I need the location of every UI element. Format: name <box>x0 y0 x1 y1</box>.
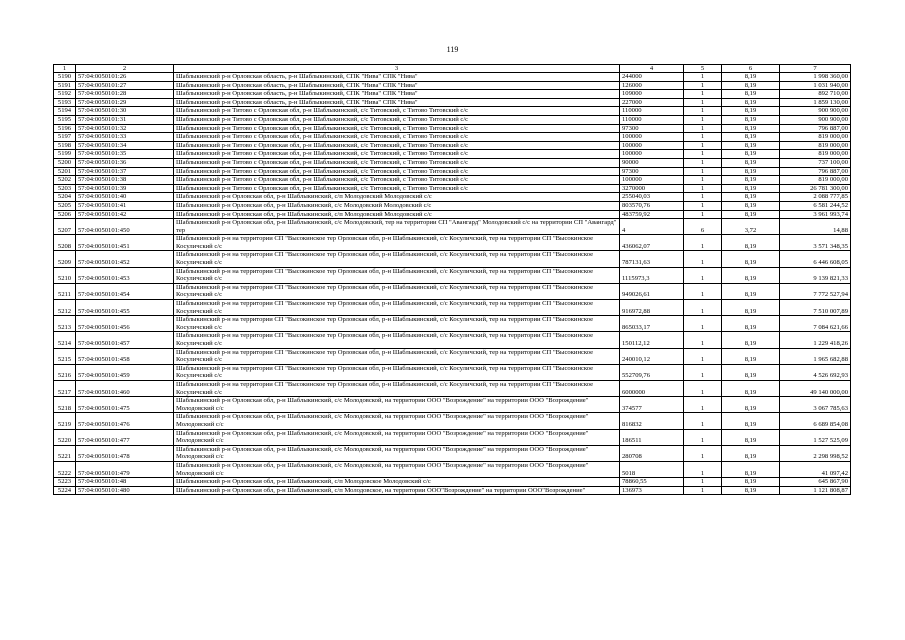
cadastral-number-cell: 57:04:0050101:475 <box>76 397 174 413</box>
table-row <box>54 107 851 116</box>
row-number-cell: 5219 <box>54 413 76 429</box>
cadastral-number-cell: 57:04:0050101:42 <box>76 210 174 219</box>
table-row <box>54 235 851 251</box>
row-number-cell: 5205 <box>54 201 76 210</box>
table-row <box>54 124 851 133</box>
row-number-cell: 5195 <box>54 115 76 124</box>
table-body <box>54 73 851 495</box>
row-number-cell: 5222 <box>54 461 76 477</box>
group-number-cell: 6 <box>684 219 722 235</box>
cadastral-value-cell: 1 229 418,26 <box>780 332 851 348</box>
cadastral-value-cell: 819 000,00 <box>780 141 851 150</box>
cadastral-value-cell: 892 710,00 <box>780 90 851 99</box>
group-number-cell: 1 <box>684 283 722 299</box>
cadastral-number-cell: 57:04:0050101:48 <box>76 478 174 487</box>
cadastral-value-cell: 819 000,00 <box>780 176 851 185</box>
area-cell: 110000 <box>620 107 684 116</box>
group-number-cell: 1 <box>684 332 722 348</box>
row-number-cell: 5196 <box>54 124 76 133</box>
cadastral-value-cell: 1 121 808,87 <box>780 486 851 495</box>
specific-value-cell: 8,19 <box>722 461 780 477</box>
row-number-cell: 5204 <box>54 193 76 202</box>
cadastral-number-cell: 57:04:0050101:31 <box>76 115 174 124</box>
area-cell: 126000 <box>620 81 684 90</box>
address-cell: Шаблыкинский р-н Орловская область, р-н Шаблыкинский, СПК "Нива" СПК "Нива" <box>174 73 620 82</box>
specific-value-cell: 8,19 <box>722 283 780 299</box>
area-cell: 374577 <box>620 397 684 413</box>
cadastral-number-cell: 57:04:0050101:37 <box>76 167 174 176</box>
cadastral-number-cell: 57:04:0050101:460 <box>76 380 174 396</box>
column-header: 7 <box>780 65 851 73</box>
cadastral-number-cell: 57:04:0050101:33 <box>76 133 174 142</box>
cadastral-value-cell: 9 139 821,33 <box>780 267 851 283</box>
specific-value-cell: 8,19 <box>722 193 780 202</box>
cadastral-value-cell: 41 097,42 <box>780 461 851 477</box>
area-cell: 186511 <box>620 429 684 445</box>
group-number-cell: 1 <box>684 124 722 133</box>
cadastral-number-cell: 57:04:0050101:40 <box>76 193 174 202</box>
address-cell: Шаблыкинский р-н на территории СП "Высокинское тер Орловская обл, р-н Шаблыкинский, с/с Косуличский, тер на территории СП "Высокинское Косуличский с/с <box>174 251 620 267</box>
row-number-cell: 5199 <box>54 150 76 159</box>
row-number-cell: 5213 <box>54 316 76 332</box>
group-number-cell: 1 <box>684 98 722 107</box>
table-row <box>54 251 851 267</box>
cadastral-number-cell: 57:04:0050101:32 <box>76 124 174 133</box>
cadastral-number-cell: 57:04:0050101:455 <box>76 300 174 316</box>
cadastral-number-cell: 57:04:0050101:27 <box>76 81 174 90</box>
group-number-cell: 1 <box>684 478 722 487</box>
group-number-cell: 1 <box>684 184 722 193</box>
row-number-cell: 5206 <box>54 210 76 219</box>
cadastral-value-cell: 3 067 785,63 <box>780 397 851 413</box>
address-cell: Шаблыкинский р-н Орловская область, р-н Шаблыкинский, СПК "Нива" СПК "Нива" <box>174 90 620 99</box>
cadastral-number-cell: 57:04:0050101:478 <box>76 445 174 461</box>
row-number-cell: 5211 <box>54 283 76 299</box>
area-cell: 483759,92 <box>620 210 684 219</box>
address-cell: Шаблыкинский р-н на территории СП "Высокинское тер Орловская обл, р-н Шаблыкинский, с/с Косуличский, тер на территории СП "Высокинское Косуличский с/с <box>174 267 620 283</box>
specific-value-cell: 8,19 <box>722 300 780 316</box>
address-cell: Шаблыкинский р-н на территории СП "Высокинское тер Орловская обл, р-н Шаблыкинский, с/с Косуличский, тер на территории СП "Высокинское Косуличский с/с <box>174 300 620 316</box>
table-row <box>54 364 851 380</box>
specific-value-cell: 8,19 <box>722 167 780 176</box>
group-number-cell: 1 <box>684 210 722 219</box>
address-cell: Шаблыкинский р-н на территории СП "Высокинское тер Орловская обл, р-н Шаблыкинский, с/с Косуличский, тер на территории СП "Высокинское Косуличский с/с <box>174 348 620 364</box>
group-number-cell: 1 <box>684 158 722 167</box>
area-cell: 280708 <box>620 445 684 461</box>
table-row <box>54 267 851 283</box>
cadastral-value-cell: 2 298 998,52 <box>780 445 851 461</box>
specific-value-cell: 8,19 <box>722 397 780 413</box>
area-cell: 4 <box>620 219 684 235</box>
group-number-cell: 1 <box>684 429 722 445</box>
address-cell: Шаблыкинский р-н Титово с Орловская обл, р-н Шаблыкинский, с/с Титовский, с Титово Титовский с/с <box>174 115 620 124</box>
row-number-cell: 5198 <box>54 141 76 150</box>
specific-value-cell: 8,19 <box>722 107 780 116</box>
table-row <box>54 115 851 124</box>
area-cell: 100000 <box>620 150 684 159</box>
area-cell: 109000 <box>620 90 684 99</box>
table-row <box>54 81 851 90</box>
specific-value-cell: 8,19 <box>722 81 780 90</box>
column-header: 1 <box>54 65 76 73</box>
address-cell: Шаблыкинский р-н на территории СП "Высокинское тер Орловская обл, р-н Шаблыкинский, с/с Косуличский, тер на территории СП "Высокинское Косуличский с/с <box>174 235 620 251</box>
row-number-cell: 5203 <box>54 184 76 193</box>
address-cell: Шаблыкинский р-н на территории СП "Высокинское тер Орловская обл, р-н Шаблыкинский, с/с Косуличский, тер на территории СП "Высокинское Косуличский с/с <box>174 364 620 380</box>
area-cell: 552709,76 <box>620 364 684 380</box>
specific-value-cell: 8,19 <box>722 413 780 429</box>
table-row <box>54 210 851 219</box>
table-row <box>54 445 851 461</box>
row-number-cell: 5209 <box>54 251 76 267</box>
group-number-cell: 1 <box>684 150 722 159</box>
cadastral-number-cell: 57:04:0050101:29 <box>76 98 174 107</box>
row-number-cell: 5212 <box>54 300 76 316</box>
area-cell: 136973 <box>620 486 684 495</box>
column-header: 2 <box>76 65 174 73</box>
address-cell: Шаблыкинский р-н Орловская обл, р-н Шаблыкинский, с/с Молодовской, на территории ООО "Возрождение" на территории ООО "Возрождение" Молодовский с/с <box>174 397 620 413</box>
specific-value-cell: 8,19 <box>722 251 780 267</box>
specific-value-cell: 8,19 <box>722 235 780 251</box>
table-row <box>54 219 851 235</box>
row-number-cell: 5215 <box>54 348 76 364</box>
group-number-cell: 1 <box>684 251 722 267</box>
row-number-cell: 5190 <box>54 73 76 82</box>
table-row <box>54 486 851 495</box>
area-cell: 787131,63 <box>620 251 684 267</box>
cadastral-number-cell: 57:04:0050101:451 <box>76 235 174 251</box>
row-number-cell: 5220 <box>54 429 76 445</box>
table-row <box>54 158 851 167</box>
area-cell: 3270000 <box>620 184 684 193</box>
address-cell: Шаблыкинский р-н Орловская обл, р-н Шаблыкинский, с/п Молодовский Молодовский с/с <box>174 210 620 219</box>
cadastral-value-cell: 3 961 993,74 <box>780 210 851 219</box>
group-number-cell: 1 <box>684 141 722 150</box>
group-number-cell: 1 <box>684 316 722 332</box>
cadastral-value-cell: 6 689 854,08 <box>780 413 851 429</box>
cadastral-value-cell: 796 887,00 <box>780 124 851 133</box>
page-number: 119 <box>446 45 459 54</box>
area-cell: 150112,12 <box>620 332 684 348</box>
specific-value-cell: 8,19 <box>722 210 780 219</box>
cadastral-number-cell: 57:04:0050101:450 <box>76 219 174 235</box>
row-number-cell: 5224 <box>54 486 76 495</box>
area-cell: 6000000 <box>620 380 684 396</box>
row-number-cell: 5218 <box>54 397 76 413</box>
area-cell: 97300 <box>620 124 684 133</box>
cadastral-number-cell: 57:04:0050101:458 <box>76 348 174 364</box>
specific-value-cell: 8,19 <box>722 115 780 124</box>
column-header: 4 <box>620 65 684 73</box>
address-cell: Шаблыкинский р-н Орловская область, р-н Шаблыкинский, СПК "Нива" СПК "Нива" <box>174 98 620 107</box>
area-cell: 100000 <box>620 176 684 185</box>
area-cell: 865033,17 <box>620 316 684 332</box>
specific-value-cell: 8,19 <box>722 332 780 348</box>
table-row <box>54 429 851 445</box>
address-cell: Шаблыкинский р-н Титово с Орловская обл, р-н Шаблыкинский, с/с Титовский, с Титово Титовский с/с <box>174 150 620 159</box>
area-cell: 244000 <box>620 73 684 82</box>
address-cell: Шаблыкинский р-н Орловская обл, р-н Шаблыкинский, с/с Молодовский, тер на территории СП "Авангард" Молодовский с/с на территории СП "Авангард" тер <box>174 219 620 235</box>
area-cell: 1115973,3 <box>620 267 684 283</box>
group-number-cell: 1 <box>684 300 722 316</box>
address-cell: Шаблыкинский р-н на территории СП "Высокинское тер Орловская обл, р-н Шаблыкинский, с/с Косуличский, тер на территории СП "Высокинское Косуличский с/с <box>174 316 620 332</box>
address-cell: Шаблыкинский р-н на территории СП "Высокинское тер Орловская обл, р-н Шаблыкинский, с/с Косуличский, тер на территории СП "Высокинское Косуличский с/с <box>174 283 620 299</box>
area-cell: 227000 <box>620 98 684 107</box>
group-number-cell: 1 <box>684 115 722 124</box>
address-cell: Шаблыкинский р-н Орловская обл, р-н Шаблыкинский, с/с Молодовской, на территории ООО "Возрождение" на территории ООО "Возрождение" Молодовский с/с <box>174 413 620 429</box>
cadastral-value-cell: 7 772 527,94 <box>780 283 851 299</box>
cadastral-number-cell: 57:04:0050101:453 <box>76 267 174 283</box>
specific-value-cell: 8,19 <box>722 184 780 193</box>
area-cell: 97300 <box>620 167 684 176</box>
group-number-cell: 1 <box>684 364 722 380</box>
group-number-cell: 1 <box>684 413 722 429</box>
area-cell: 816832 <box>620 413 684 429</box>
specific-value-cell: 8,19 <box>722 486 780 495</box>
address-cell: Шаблыкинский р-н Орловская обл, р-н Шаблыкинский, с/с Молодовской, на территории ООО "Возрождение" на территории ООО "Возрождение" Молодовский с/с <box>174 429 620 445</box>
cadastral-value-cell: 1 527 525,09 <box>780 429 851 445</box>
cadastral-number-cell: 57:04:0050101:480 <box>76 486 174 495</box>
cadastral-value-cell: 796 887,00 <box>780 167 851 176</box>
cadastral-number-cell: 57:04:0050101:41 <box>76 201 174 210</box>
row-number-cell: 5210 <box>54 267 76 283</box>
specific-value-cell: 8,19 <box>722 73 780 82</box>
row-number-cell: 5214 <box>54 332 76 348</box>
area-cell: 916972,88 <box>620 300 684 316</box>
specific-value-cell: 8,19 <box>722 176 780 185</box>
cadastral-number-cell: 57:04:0050101:477 <box>76 429 174 445</box>
cadastral-value-table <box>53 64 851 495</box>
row-number-cell: 5217 <box>54 380 76 396</box>
specific-value-cell: 8,19 <box>722 124 780 133</box>
cadastral-value-cell: 1 998 360,00 <box>780 73 851 82</box>
cadastral-value-cell: 26 781 300,00 <box>780 184 851 193</box>
group-number-cell: 1 <box>684 445 722 461</box>
cadastral-value-cell: 14,88 <box>780 219 851 235</box>
row-number-cell: 5193 <box>54 98 76 107</box>
address-cell: Шаблыкинский р-н на территории СП "Высокинское тер Орловская обл, р-н Шаблыкинский, с/с Косуличский, тер на территории СП "Высокинское Косуличский с/с <box>174 332 620 348</box>
group-number-cell: 1 <box>684 397 722 413</box>
area-cell: 949026,61 <box>620 283 684 299</box>
table-row <box>54 478 851 487</box>
table-row <box>54 348 851 364</box>
area-cell: 110000 <box>620 115 684 124</box>
table-row <box>54 283 851 299</box>
group-number-cell: 1 <box>684 107 722 116</box>
column-header: 5 <box>684 65 722 73</box>
cadastral-value-cell: 6 581 244,52 <box>780 201 851 210</box>
group-number-cell: 1 <box>684 73 722 82</box>
table-row <box>54 150 851 159</box>
specific-value-cell: 8,19 <box>722 364 780 380</box>
address-cell: Шаблыкинский р-н Титово с Орловская обл, р-н Шаблыкинский, с/с Титовский, с Титово Титовский с/с <box>174 184 620 193</box>
area-cell: 5018 <box>620 461 684 477</box>
group-number-cell: 1 <box>684 348 722 364</box>
table-row <box>54 316 851 332</box>
specific-value-cell: 8,19 <box>722 380 780 396</box>
cadastral-number-cell: 57:04:0050101:454 <box>76 283 174 299</box>
address-cell: Шаблыкинский р-н Орловская обл, р-н Шаблыкинский, с/п Молодовское Молодовский с/с <box>174 478 620 487</box>
cadastral-value-cell: 3 571 348,35 <box>780 235 851 251</box>
group-number-cell: 1 <box>684 380 722 396</box>
cadastral-number-cell: 57:04:0050101:38 <box>76 176 174 185</box>
address-cell: Шаблыкинский р-н Орловская обл, р-н Шаблыкинский, с/с Молодовский Молодовский с/с <box>174 201 620 210</box>
cadastral-value-cell: 1 965 682,88 <box>780 348 851 364</box>
row-number-cell: 5191 <box>54 81 76 90</box>
cadastral-value-cell: 4 526 692,93 <box>780 364 851 380</box>
table-row <box>54 201 851 210</box>
area-cell: 78860,55 <box>620 478 684 487</box>
address-cell: Шаблыкинский р-н Титово с Орловская обл, р-н Шаблыкинский, с/с Титовский, с Титово Титовский с/с <box>174 141 620 150</box>
cadastral-value-cell: 7 084 621,66 <box>780 316 851 332</box>
column-header: 3 <box>174 65 620 73</box>
table-row <box>54 300 851 316</box>
group-number-cell: 1 <box>684 167 722 176</box>
group-number-cell: 1 <box>684 176 722 185</box>
address-cell: Шаблыкинский р-н Титово с Орловская обл, р-н Шаблыкинский, с/с Титовский, с Титово Титовский с/с <box>174 158 620 167</box>
row-number-cell: 5201 <box>54 167 76 176</box>
area-cell: 90000 <box>620 158 684 167</box>
row-number-cell: 5197 <box>54 133 76 142</box>
cadastral-number-cell: 57:04:0050101:452 <box>76 251 174 267</box>
row-number-cell: 5192 <box>54 90 76 99</box>
cadastral-number-cell: 57:04:0050101:35 <box>76 150 174 159</box>
area-cell: 803570,76 <box>620 201 684 210</box>
group-number-cell: 1 <box>684 90 722 99</box>
specific-value-cell: 8,19 <box>722 133 780 142</box>
address-cell: Шаблыкинский р-н Орловская обл, р-н Шаблыкинский, с/п Молодовский Молодовский с/с <box>174 193 620 202</box>
table-row <box>54 167 851 176</box>
address-cell: Шаблыкинский р-н Титово с Орловская обл, р-н Шаблыкинский, с/с Титовский, с Титово Титовский с/с <box>174 133 620 142</box>
row-number-cell: 5207 <box>54 219 76 235</box>
row-number-cell: 5194 <box>54 107 76 116</box>
table-row <box>54 332 851 348</box>
specific-value-cell: 8,19 <box>722 316 780 332</box>
row-number-cell: 5223 <box>54 478 76 487</box>
specific-value-cell: 3,72 <box>722 219 780 235</box>
cadastral-number-cell: 57:04:0050101:457 <box>76 332 174 348</box>
specific-value-cell: 8,19 <box>722 348 780 364</box>
table-row <box>54 397 851 413</box>
cadastral-value-cell: 6 446 608,05 <box>780 251 851 267</box>
cadastral-value-cell: 819 000,00 <box>780 133 851 142</box>
group-number-cell: 1 <box>684 486 722 495</box>
cadastral-value-cell: 1 859 130,00 <box>780 98 851 107</box>
table-row <box>54 133 851 142</box>
address-cell: Шаблыкинский р-н Орловская обл, р-н Шаблыкинский, с/с Молодовской, на территории ООО "Возрождение" на территории ООО "Возрождение" Молодовский с/с <box>174 445 620 461</box>
cadastral-number-cell: 57:04:0050101:34 <box>76 141 174 150</box>
cadastral-value-cell: 49 140 000,00 <box>780 380 851 396</box>
specific-value-cell: 8,19 <box>722 90 780 99</box>
cadastral-number-cell: 57:04:0050101:30 <box>76 107 174 116</box>
cadastral-number-cell: 57:04:0050101:476 <box>76 413 174 429</box>
specific-value-cell: 8,19 <box>722 201 780 210</box>
address-cell: Шаблыкинский р-н Титово с Орловская обл, р-н Шаблыкинский, с/с Титовский, с Титово Титовский с/с <box>174 176 620 185</box>
specific-value-cell: 8,19 <box>722 478 780 487</box>
address-cell: Шаблыкинский р-н Титово с Орловская обл, р-н Шаблыкинский, с/с Титовский, с Титово Титовский с/с <box>174 167 620 176</box>
cadastral-value-cell: 900 900,00 <box>780 115 851 124</box>
address-cell: Шаблыкинский р-н Орловская обл, р-н Шаблыкинский, с/с Молодовской, на территории ООО "Возрождение" на территории ООО "Возрождение" Молодовский с/с <box>174 461 620 477</box>
group-number-cell: 1 <box>684 235 722 251</box>
table-row <box>54 176 851 185</box>
cadastral-value-cell: 819 000,00 <box>780 150 851 159</box>
column-header: 6 <box>722 65 780 73</box>
row-number-cell: 5221 <box>54 445 76 461</box>
group-number-cell: 1 <box>684 461 722 477</box>
area-cell: 100000 <box>620 133 684 142</box>
row-number-cell: 5216 <box>54 364 76 380</box>
group-number-cell: 1 <box>684 193 722 202</box>
cadastral-value-cell: 645 867,90 <box>780 478 851 487</box>
row-number-cell: 5202 <box>54 176 76 185</box>
group-number-cell: 1 <box>684 201 722 210</box>
cadastral-number-cell: 57:04:0050101:479 <box>76 461 174 477</box>
column-number-header-row <box>54 65 851 73</box>
address-cell: Шаблыкинский р-н на территории СП "Высокинское тер Орловская обл, р-н Шаблыкинский, с/с Косуличский, тер на территории СП "Высокинское Косуличский с/с <box>174 380 620 396</box>
table-row <box>54 413 851 429</box>
table-row <box>54 184 851 193</box>
table-row <box>54 73 851 82</box>
cadastral-number-cell: 57:04:0050101:39 <box>76 184 174 193</box>
specific-value-cell: 8,19 <box>722 158 780 167</box>
cadastral-number-cell: 57:04:0050101:459 <box>76 364 174 380</box>
address-cell: Шаблыкинский р-н Титово с Орловская обл, р-н Шаблыкинский, с/с Титовский, с Титово Титовский с/с <box>174 124 620 133</box>
specific-value-cell: 8,19 <box>722 150 780 159</box>
area-cell: 100000 <box>620 141 684 150</box>
cadastral-value-cell: 2 088 777,85 <box>780 193 851 202</box>
address-cell: Шаблыкинский р-н Орловская область, р-н Шаблыкинский, СПК "Нива" СПК "Нива" <box>174 81 620 90</box>
cadastral-value-cell: 1 031 940,00 <box>780 81 851 90</box>
group-number-cell: 1 <box>684 267 722 283</box>
group-number-cell: 1 <box>684 133 722 142</box>
cadastral-number-cell: 57:04:0050101:26 <box>76 73 174 82</box>
row-number-cell: 5200 <box>54 158 76 167</box>
specific-value-cell: 8,19 <box>722 429 780 445</box>
area-cell: 240010,12 <box>620 348 684 364</box>
cadastral-value-cell: 900 900,00 <box>780 107 851 116</box>
specific-value-cell: 8,19 <box>722 141 780 150</box>
table-row <box>54 98 851 107</box>
area-cell: 255040,03 <box>620 193 684 202</box>
address-cell: Шаблыкинский р-н Орловская обл, р-н Шаблыкинский, с/п Молодовское, на территории ООО"Возрождение" на территории ООО"Возрождение" <box>174 486 620 495</box>
cadastral-value-cell: 7 510 007,89 <box>780 300 851 316</box>
area-cell: 436062,07 <box>620 235 684 251</box>
group-number-cell: 1 <box>684 81 722 90</box>
table-row <box>54 193 851 202</box>
specific-value-cell: 8,19 <box>722 267 780 283</box>
table-row <box>54 90 851 99</box>
row-number-cell: 5208 <box>54 235 76 251</box>
cadastral-number-cell: 57:04:0050101:456 <box>76 316 174 332</box>
table-row <box>54 380 851 396</box>
table-row <box>54 141 851 150</box>
specific-value-cell: 8,19 <box>722 445 780 461</box>
cadastral-number-cell: 57:04:0050101:28 <box>76 90 174 99</box>
cadastral-number-cell: 57:04:0050101:36 <box>76 158 174 167</box>
address-cell: Шаблыкинский р-н Титово с Орловская обл, р-н Шаблыкинский, с/с Титовский, с Титово Титовский с/с <box>174 107 620 116</box>
table-row <box>54 461 851 477</box>
specific-value-cell: 8,19 <box>722 98 780 107</box>
cadastral-value-cell: 737 100,00 <box>780 158 851 167</box>
